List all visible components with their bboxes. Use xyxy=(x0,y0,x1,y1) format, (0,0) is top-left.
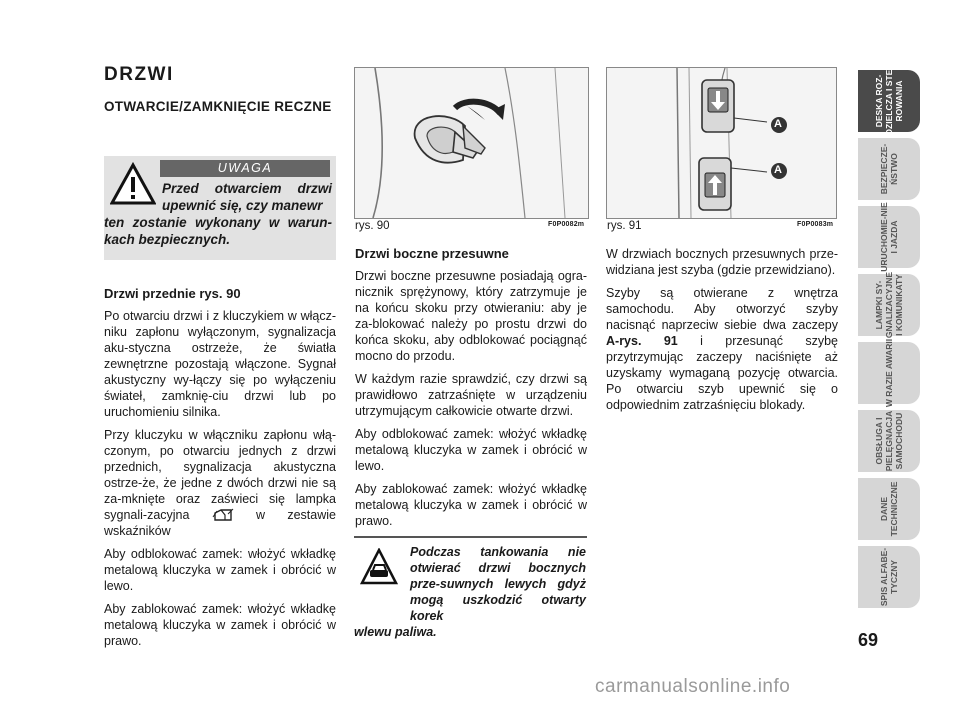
figure-90-caption: rys. 90 xyxy=(355,220,390,232)
door-open-warning-icon xyxy=(212,508,234,522)
figure-90-code: F0P0082m xyxy=(548,221,585,228)
paragraph: Przy kluczyku w włączniku zapłonu włą-czonym, po otwarciu jednych z drzwi przednich, sygnalizacja akustyczna ostrze-że, że jedne z dwóch drzwi nie są za-mknięte oraz zaświeci się lampka sygnali-zacyjna w zestawie wskaźników xyxy=(104,428,336,538)
callout-a-label: A xyxy=(774,118,782,130)
paragraph: W drzwiach bocznych przesuwnych prze-widziana jest szyba (gdzie przewidziano). xyxy=(606,247,838,277)
paragraph: Drzwi boczne przesuwne posiadają ogra-nicznik sprężynowy, który zatrzymuje je na końcu skoku przy otwieraniu: aby je za-blokować należy po prostu drzwi do końca skoku, aby odblokować pociągnąć mocno do przodu. xyxy=(355,269,587,363)
paragraph: Aby odblokować zamek: włożyć wkładkę metalową kluczyka w zamek i obrócić w lewo. xyxy=(355,427,587,473)
tab-warning-lights[interactable]: LAMPKI SY-GNALIZACYJNE I KOMUNIKATY xyxy=(858,274,920,336)
warning-text-lead: Przed otwarciem drzwi upewnić się, czy manewr xyxy=(162,181,332,213)
note-text-lead: Podczas tankowania nie otwierać drzwi bocznych prze-suwnych lewych gdyż mogą uszkodzić otwarty korek xyxy=(410,545,586,623)
watermark: carmanualsonline.info xyxy=(595,676,791,697)
figure-reference: A-rys. 91 xyxy=(606,334,678,348)
tab-technical-data[interactable]: DANE TECHNICZNE xyxy=(858,478,920,540)
sliding-doors-heading: Drzwi boczne przesuwne xyxy=(355,246,509,261)
sliding-windows-section xyxy=(606,246,838,420)
section-title: DRZWI xyxy=(104,64,174,85)
section-subtitle: OTWARCIE/ZAMKNIĘCIE RECZNE xyxy=(104,99,332,114)
tab-emergency[interactable]: W RAZIE AWARII xyxy=(858,342,920,404)
warning-box xyxy=(104,156,336,260)
callout-a-label: A xyxy=(774,164,782,176)
figure-90-image xyxy=(354,67,589,219)
sliding-window-latch-illustration xyxy=(607,68,836,218)
paragraph: Aby odblokować zamek: włożyć wkładkę metalową kluczyka w zamek i obrócić w lewo. xyxy=(104,547,336,593)
warning-label: UWAGA xyxy=(160,160,330,177)
tab-dashboard[interactable]: DESKA ROZ-DZIELCZA I STE-ROWANIA xyxy=(858,70,920,132)
figure-91-caption: rys. 91 xyxy=(607,220,642,232)
paragraph: Aby zablokować zamek: włożyć wkładkę metalową kluczyka w zamek i obrócić w prawo. xyxy=(104,602,336,648)
figure-91-image xyxy=(606,67,837,219)
page-number: 69 xyxy=(857,630,879,650)
refuel-note xyxy=(354,536,587,639)
paragraph: Aby zablokować zamek: włożyć wkładkę metalową kluczyka w zamek i obrócić w prawo. xyxy=(355,482,587,528)
sliding-doors-section xyxy=(355,246,587,536)
front-doors-section xyxy=(104,286,336,656)
tab-index[interactable]: SPIS ALFABE-TYCZNY xyxy=(858,546,920,608)
front-doors-heading: Drzwi przednie rys. 90 xyxy=(104,286,241,301)
door-handle-illustration xyxy=(355,68,588,218)
tab-safety[interactable]: BEZPIECZE-ŃSTWO xyxy=(858,138,920,200)
paragraph: W każdym razie sprawdzić, czy drzwi są prawidłowo zatrzaśnięte w urządzeniu utrzymującym całkowicie otwarte drzwi. xyxy=(355,372,587,418)
paragraph: Po otwarciu drzwi i z kluczykiem w włącz-niku zapłonu wyłączonym, sygnalizacja aku-styczna ostrzeże, że światła zewnętrzne pozostają włączone. Sygnał akustyczny wy-łączy się po wyłączeniu świateł, zamknię-ciu drzwi lub po uruchomieniu silnika. xyxy=(104,309,336,419)
paragraph: Szyby są otwierane z wnętrza samochodu. Aby otworzyć szyby nacisnąć naprzeciw siebie dwa zaczepy A-rys. 91 i przesunąć szybę przytrzymując zaczepy naciśnięte aż uzyskamy wymaganą pozycję otwarcia. Po otwarciu szyb upewnić się o odpowiednim zatrzaśnięciu blokady. xyxy=(606,286,838,412)
tab-maintenance[interactable]: OBSŁUGA I PIELĘGNACJA SAMOCHODU xyxy=(858,410,920,472)
warning-text-rest: ten zostanie wykonany w warun-kach bezpiecznych. xyxy=(104,215,332,247)
figure-91-code: F0P0083m xyxy=(797,221,834,228)
note-text-rest: wlewu paliwa. xyxy=(354,625,437,639)
tab-starting-driving[interactable]: URUCHOMIE-NIE I JAZDA xyxy=(858,206,920,268)
